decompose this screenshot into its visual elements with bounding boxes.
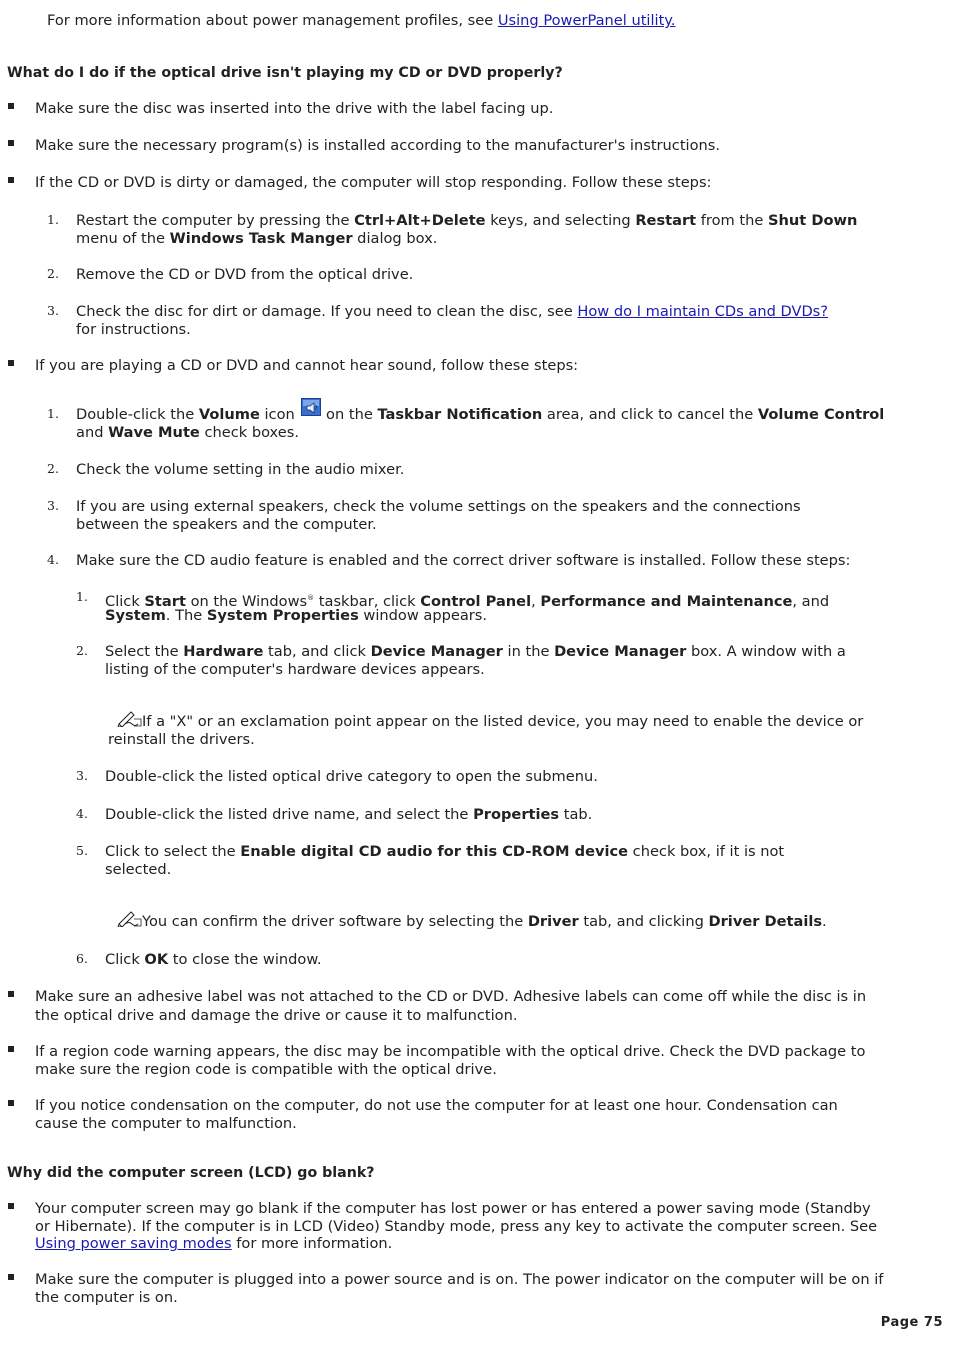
substep-text: Double-click the listed drive name, and select the Properties tab.	[105, 806, 593, 823]
step-text: Double-click the Volume icon on the Taskbar Notification area, and click to cancel the Volume Control	[76, 406, 885, 423]
step-number: 3.	[47, 498, 59, 513]
square-bullet-icon	[8, 991, 14, 997]
question-heading-optical: What do I do if the optical drive isn't playing my CD or DVD properly?	[7, 65, 563, 81]
bullet-text: Using power saving modes for more information.	[35, 1235, 393, 1252]
square-bullet-icon	[8, 1274, 14, 1280]
step-text: Check the disc for dirt or damage. If you need to clean the disc, see How do I maintain CDs and DVDs?	[76, 303, 829, 320]
bullet-text: make sure the region code is compatible with the optical drive.	[35, 1061, 497, 1078]
intro-text: For more information about power management profiles, see Using PowerPanel utility.	[47, 12, 676, 29]
bullet-text: or Hibernate). If the computer is in LCD (Video) Standby mode, press any key to activate the computer screen. See	[35, 1218, 878, 1235]
step-number: 1.	[47, 406, 59, 421]
bullet-text: Make sure the disc was inserted into the drive with the label facing up.	[35, 100, 554, 117]
step-text: Make sure the CD audio feature is enabled and the correct driver software is installed. Follow these steps:	[76, 552, 851, 569]
square-bullet-icon	[8, 103, 14, 109]
step-number: 2.	[47, 461, 59, 476]
square-bullet-icon	[8, 1203, 14, 1209]
step-number: 4.	[47, 552, 59, 567]
bullet-text: If you are playing a CD or DVD and cannot hear sound, follow these steps:	[35, 357, 579, 374]
step-text: for instructions.	[76, 321, 191, 338]
square-bullet-icon	[8, 1100, 14, 1106]
step-text: Check the volume setting in the audio mixer.	[76, 461, 405, 478]
step-text: If you are using external speakers, check the volume settings on the speakers and the connections	[76, 498, 801, 515]
bullet-text: cause the computer to malfunction.	[35, 1115, 297, 1132]
maintain-cds-link[interactable]: How do I maintain CDs and DVDs?	[577, 303, 829, 320]
substep-text: Click to select the Enable digital CD audio for this CD-ROM device check box, if it is not	[105, 843, 785, 860]
power-saving-modes-link[interactable]: Using power saving modes	[35, 1235, 232, 1252]
square-bullet-icon	[8, 1046, 14, 1052]
pencil-note-icon	[117, 909, 143, 927]
square-bullet-icon	[8, 360, 14, 366]
powerpanel-link[interactable]: Using PowerPanel utility.	[497, 12, 676, 29]
substep-number: 2.	[76, 643, 88, 658]
note-text: reinstall the drivers.	[108, 731, 255, 748]
substep-text: Click OK to close the window.	[105, 951, 322, 968]
substep-number: 4.	[76, 806, 88, 821]
bullet-text: Make sure the necessary program(s) is installed according to the manufacturer's instructions.	[35, 137, 721, 154]
substep-text: System. The System Properties window appears.	[105, 607, 488, 624]
bullet-text: the computer is on.	[35, 1289, 178, 1306]
step-number: 2.	[47, 266, 59, 281]
step-text: Restart the computer by pressing the Ctrl+Alt+Delete keys, and selecting Restart from the Shut Down	[76, 212, 858, 229]
bullet-text: Make sure the computer is plugged into a power source and is on. The power indicator on the computer will be on if	[35, 1271, 884, 1288]
note-text: If a "X" or an exclamation point appear on the listed device, you may need to enable the device or	[142, 713, 864, 730]
question-heading-lcd: Why did the computer screen (LCD) go blank?	[7, 1165, 375, 1181]
bullet-text: Make sure an adhesive label was not attached to the CD or DVD. Adhesive labels can come off while the disc is in	[35, 988, 867, 1005]
substep-text: Double-click the listed optical drive category to open the submenu.	[105, 768, 598, 785]
speaker-volume-icon	[301, 398, 321, 416]
bullet-text: the optical drive and damage the drive or cause it to malfunction.	[35, 1007, 518, 1024]
substep-number: 5.	[76, 843, 88, 858]
substep-number: 3.	[76, 768, 88, 783]
bullet-text: If the CD or DVD is dirty or damaged, the computer will stop responding. Follow these steps:	[35, 174, 712, 191]
square-bullet-icon	[8, 140, 14, 146]
step-number: 1.	[47, 212, 59, 227]
substep-text: selected.	[105, 861, 172, 878]
page-number: Page 75	[880, 1315, 943, 1330]
substep-text: Click Start on the Windows® taskbar, click Control Panel, Performance and Maintenance, and	[105, 592, 830, 610]
bullet-text: If a region code warning appears, the disc may be incompatible with the optical drive. Check the DVD package to	[35, 1043, 866, 1060]
pencil-note-icon	[117, 709, 143, 727]
substep-text: listing of the computer's hardware devices appears.	[105, 661, 485, 678]
note-text: You can confirm the driver software by selecting the Driver tab, and clicking Driver Details.	[142, 913, 827, 930]
step-text: and Wave Mute check boxes.	[76, 424, 299, 441]
step-text: menu of the Windows Task Manger dialog box.	[76, 230, 438, 247]
substep-number: 6.	[76, 951, 88, 966]
square-bullet-icon	[8, 177, 14, 183]
substep-number: 1.	[76, 589, 88, 604]
step-text: between the speakers and the computer.	[76, 516, 377, 533]
bullet-text: If you notice condensation on the computer, do not use the computer for at least one hour. Condensation can	[35, 1097, 838, 1114]
step-text: Remove the CD or DVD from the optical drive.	[76, 266, 414, 283]
substep-text: Select the Hardware tab, and click Device Manager in the Device Manager box. A window with a	[105, 643, 846, 660]
bullet-text: Your computer screen may go blank if the computer has lost power or has entered a power saving mode (Standby	[35, 1200, 871, 1217]
step-number: 3.	[47, 303, 59, 318]
